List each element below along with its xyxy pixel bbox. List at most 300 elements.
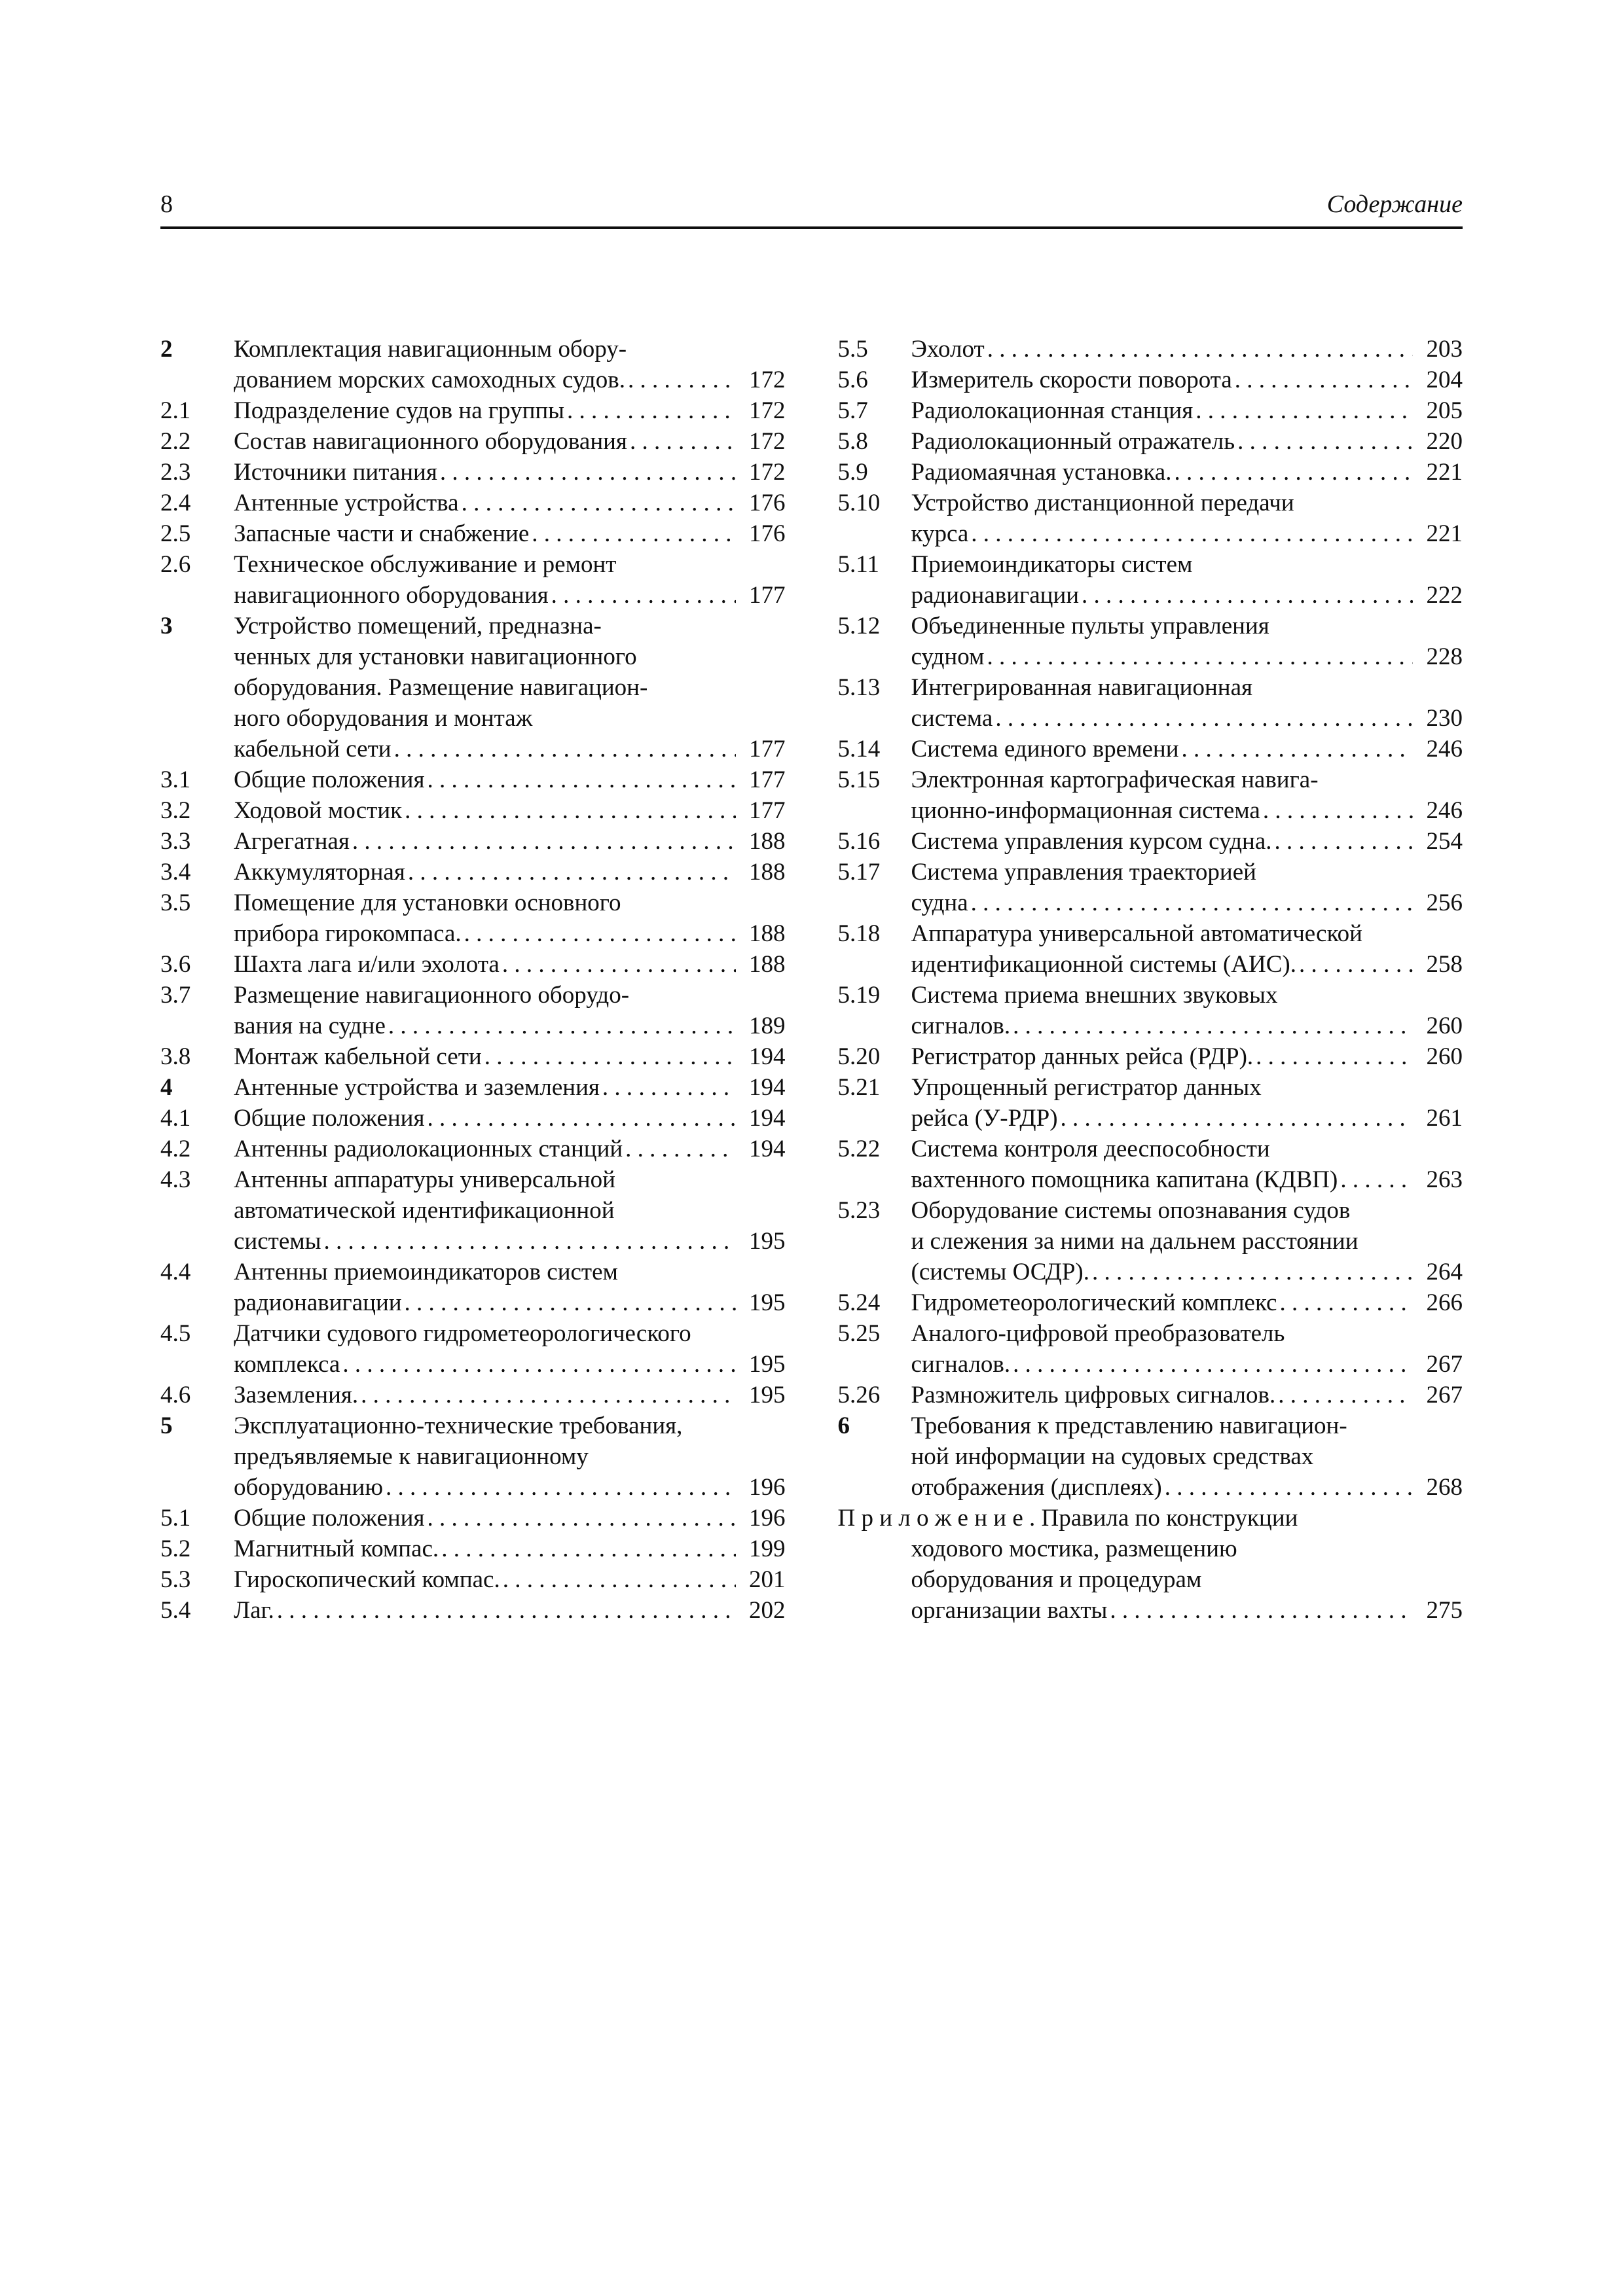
toc-entry-page-number: 196 [749,1474,786,1501]
toc-entry-number: 5.7 [837,397,868,424]
toc-entry-line [234,918,786,949]
toc-entry-title-text: Оборудование системы опознавания судов [911,1197,1351,1224]
toc-entry-line [234,1410,786,1441]
toc-entry-line [838,1503,1463,1534]
toc-entry-line [234,1011,786,1041]
toc-entry-number: 4 [160,1074,173,1101]
toc-entry-title-text: Гироскопический компас. [234,1566,500,1593]
toc-entry-body [911,365,1463,395]
toc-entry-title-text: Эхолот [911,336,985,363]
toc-entry-title-text: ной информации на судовых средствах [911,1443,1314,1470]
toc-entry [160,764,786,795]
toc-entry [838,1072,1463,1134]
toc-entry-title-text: Требования к представлению навигацион- [911,1412,1347,1439]
dot-leader [1110,1595,1413,1626]
toc-entry-number: 5.9 [837,459,868,486]
toc-entry-number: 5.10 [837,490,881,516]
toc-entry-number: 4.1 [160,1105,191,1132]
toc-entry [160,395,786,426]
toc-entry [838,457,1463,488]
toc-entry-line [234,457,786,488]
toc-entry-line [234,1441,786,1472]
toc-entry-body [234,457,786,488]
toc-entry-line [911,857,1463,888]
toc-entry-page-number: 172 [749,367,786,393]
toc-entry-number: 5.16 [837,828,881,855]
toc-entry-number: 3.3 [160,828,191,855]
toc-columns [160,334,1463,1626]
toc-entry-title-text: рейса (У-РДР) [911,1105,1058,1132]
toc-entry-page-number: 188 [749,951,786,978]
toc-entry-title-text: Размещение навигационного оборудо- [234,982,630,1009]
toc-entry-number: 5.11 [837,551,879,578]
toc-entry-page-number: 177 [749,797,786,824]
toc-entry-number: 5.13 [837,674,881,701]
toc-entry-body [911,1072,1463,1134]
toc-entry-number: 5.22 [837,1136,881,1162]
toc-entry-title-text: Приемоиндикаторы систем [911,551,1193,578]
toc-entry-line [234,703,786,734]
toc-entry-line [911,457,1463,488]
toc-entry-number: 3.1 [160,766,191,793]
toc-entry-page-number: 189 [749,1013,786,1039]
toc-column-right [838,334,1463,1626]
toc-entry-body [911,1287,1463,1318]
toc-entry [160,1595,786,1626]
toc-entry-number: 3.5 [160,889,191,916]
dot-leader [1195,395,1413,426]
toc-entry-title-text: Регистратор данных рейса (РДР). [911,1043,1254,1070]
toc-entry-number: 5.14 [837,736,881,762]
toc-entry-line [234,1103,786,1134]
toc-entry-page-number: 195 [749,1289,786,1316]
toc-entry-title-text: (системы ОСДР). [911,1259,1089,1285]
toc-entry-body [234,1503,786,1534]
toc-entry-title-text: Источники питания [234,459,437,486]
toc-entry-title-text: Антенные устройства и заземления [234,1074,600,1101]
toc-column-left [160,334,786,1626]
dot-leader [532,518,735,549]
toc-entry-line [234,580,786,611]
toc-entry-page-number: 205 [1426,397,1463,424]
toc-entry-title-text: прибора гирокомпаса. [234,920,462,947]
toc-entry-line [911,1041,1463,1072]
toc-entry-title-text: оборудованию [234,1474,383,1501]
toc-entry-title-text: П р и л о ж е н и е . Правила по конструкции [837,1505,1298,1532]
toc-entry-number: 3 [160,613,173,639]
toc-entry-title-text: Состав навигационного оборудования [234,428,627,455]
toc-entry-line [234,611,786,641]
toc-entry [160,857,786,888]
toc-entry-line [911,1441,1463,1472]
toc-entry-page-number: 222 [1426,582,1463,609]
toc-entry-title-text: Агрегатная [234,828,350,855]
toc-entry [838,549,1463,611]
toc-entry [160,1072,786,1103]
dot-leader [1013,1349,1413,1380]
toc-entry-title-text: Общие положения [234,766,425,793]
toc-entry-title-text: дованием морских самоходных судов. [234,367,625,393]
toc-entry-page-number: 267 [1426,1382,1463,1408]
toc-entry-body [234,1410,786,1503]
toc-entry-page-number: 177 [749,766,786,793]
toc-entry-line [234,734,786,764]
toc-entry-title-text: Монтаж кабельной сети [234,1043,482,1070]
toc-entry-body [911,857,1463,918]
toc-entry-body [234,1103,786,1134]
toc-entry-body [911,488,1463,549]
toc-entry-number: 4.4 [160,1259,191,1285]
toc-entry-page-number: 199 [749,1535,786,1562]
toc-entry-number: 5.17 [837,859,881,886]
toc-entry-title-text: Система единого времени [911,736,1179,762]
toc-entry-page-number: 267 [1426,1351,1463,1378]
toc-entry-line [234,549,786,580]
toc-entry [160,488,786,518]
toc-entry-line [911,1410,1463,1441]
toc-entry-title-text: Датчики судового гидрометеорологического [234,1320,691,1347]
toc-entry-title-text: Система контроля дееспособности [911,1136,1270,1162]
toc-entry-page-number: 194 [749,1074,786,1101]
toc-entry-title-text: идентификационной системы (АИС). [911,951,1296,978]
toc-entry-line [234,1226,786,1257]
toc-entry-page-number: 172 [749,397,786,424]
toc-entry-title-text: автоматической идентификационной [234,1197,615,1224]
toc-entry-line [911,826,1463,857]
toc-entry-line [911,365,1463,395]
toc-entry [160,1380,786,1410]
toc-entry-title-text: Упрощенный регистратор данных [911,1074,1262,1101]
toc-entry-line [911,611,1463,641]
toc-entry-body [234,426,786,457]
toc-entry [838,334,1463,365]
toc-entry-page-number: 204 [1426,367,1463,393]
toc-entry-number: 5.19 [837,982,881,1009]
toc-entry-title-text: предъявляемые к навигационному [234,1443,589,1470]
toc-entry-line [911,888,1463,918]
dot-leader [405,795,735,826]
toc-entry-line [234,1287,786,1318]
toc-entry-line [911,488,1463,518]
toc-entry [838,1134,1463,1195]
toc-entry-title-text: вахтенного помощника капитана (КДВП) [911,1166,1338,1193]
toc-entry-body [911,1318,1463,1380]
toc-entry-page-number: 195 [749,1351,786,1378]
toc-entry-line [911,1011,1463,1041]
toc-entry-title-text: курса [911,520,969,547]
toc-entry-body [911,1041,1463,1072]
toc-entry-number: 5.15 [837,766,881,793]
toc-entry-title-text: система [911,705,993,732]
toc-entry-body [911,1410,1463,1503]
toc-entry-body [234,888,786,949]
toc-entry-page-number: 188 [749,920,786,947]
toc-entry-title-text: Магнитный компас. [234,1535,439,1562]
toc-entry-line [234,1380,786,1410]
toc-entry-title-text: Антенные устройства [234,490,459,516]
toc-entry-page-number: 261 [1426,1105,1463,1132]
toc-entry-title-text: Антенны аппаратуры универсальной [234,1166,615,1193]
toc-entry [838,426,1463,457]
toc-entry-line [911,734,1463,764]
toc-entry-line [234,764,786,795]
dot-leader [386,1472,736,1503]
dot-leader [324,1226,736,1257]
toc-entry-body [911,980,1463,1041]
toc-entry-line [234,1503,786,1534]
dot-leader [503,1564,736,1595]
toc-entry-page-number: 260 [1426,1013,1463,1039]
toc-entry-body [234,1134,786,1164]
toc-entry [160,795,786,826]
toc-entry-body [234,1380,786,1410]
toc-entry-page-number: 256 [1426,889,1463,916]
toc-entry-line [234,365,786,395]
toc-entry-line [911,1287,1463,1318]
toc-entry-line [911,395,1463,426]
dot-leader [1275,826,1413,857]
toc-entry-body [911,395,1463,426]
dot-leader [625,1134,735,1164]
toc-entry-body [911,426,1463,457]
toc-entry-title-text: Размножитель цифровых сигналов. [911,1382,1276,1408]
dot-leader [427,1503,735,1534]
toc-entry-title-text: отображения (дисплеях) [911,1474,1162,1501]
toc-entry-title-text: Запасные части и снабжение [234,520,530,547]
toc-entry-body [234,1072,786,1103]
toc-entry-title-text: судном [911,643,985,670]
toc-entry-page-number: 172 [749,428,786,455]
toc-entry-number: 2.5 [160,520,191,547]
toc-entry-number: 4.3 [160,1166,191,1193]
toc-entry-body [234,488,786,518]
toc-entry [160,1318,786,1380]
toc-entry-line [234,1041,786,1072]
toc-entry-page-number: 260 [1426,1043,1463,1070]
toc-entry-line [234,1349,786,1380]
toc-entry [838,1503,1463,1626]
toc-entry-title-text: Аккумуляторная [234,859,405,886]
toc-entry-line [911,1318,1463,1349]
toc-entry-number: 5.12 [837,613,881,639]
toc-entry-title-text: Общие положения [234,1105,425,1132]
toc-entry-line [234,641,786,672]
toc-entry-title-text: Аналого-цифровой преобразователь [911,1320,1285,1347]
toc-entry-line [911,1349,1463,1380]
toc-entry-page-number: 254 [1426,828,1463,855]
toc-entry-line [911,1103,1463,1134]
toc-entry-title-text: организации вахты [911,1597,1108,1624]
toc-entry-title-text: ходового мостика, размещению [911,1535,1237,1562]
toc-entry [160,1564,786,1595]
dot-leader [551,580,736,611]
toc-entry-line [234,980,786,1011]
toc-entry-page-number: 194 [749,1105,786,1132]
dot-leader [1174,457,1413,488]
toc-entry [838,1318,1463,1380]
toc-entry-title-text: сигналов. [911,1013,1011,1039]
dot-leader [462,488,736,518]
toc-entry [160,1134,786,1164]
toc-entry-body [911,734,1463,764]
toc-entry [160,1041,786,1072]
toc-entry-title-text: Общие положения [234,1505,425,1532]
toc-entry-title-text: радионавигации [234,1289,402,1316]
dot-leader [971,518,1413,549]
toc-entry [160,1503,786,1534]
toc-entry [838,1410,1463,1503]
toc-entry-page-number: 195 [749,1228,786,1255]
dot-leader [995,703,1413,734]
toc-entry-title-text: Помещение для установки основного [234,889,621,916]
page-number: 8 [160,190,173,218]
toc-entry-title-text: Комплектация навигационным обору- [234,336,627,363]
toc-entry-line [911,1195,1463,1226]
toc-entry-line [234,1472,786,1503]
toc-entry-line [234,857,786,888]
dot-leader [427,1103,735,1134]
running-head-title: Содержание [1326,190,1463,218]
toc-entry-title-text: оборудования и процедурам [911,1566,1202,1593]
toc-entry-page-number: 172 [749,459,786,486]
toc-entry-body [911,826,1463,857]
toc-entry-number: 3.2 [160,797,191,824]
toc-entry-title-text: вания на судне [234,1013,386,1039]
toc-entry-line [911,1226,1463,1257]
toc-entry-title-text: Эксплуатационно-технические требования, [234,1412,683,1439]
toc-entry [160,949,786,980]
toc-entry-page-number: 188 [749,859,786,886]
toc-entry-page-number: 221 [1426,520,1463,547]
toc-entry-title-text: и слежения за ними на дальнем расстоянии [911,1228,1359,1255]
toc-entry-number: 5.2 [160,1535,191,1562]
dot-leader [971,888,1413,918]
toc-entry-line [234,334,786,365]
toc-entry-body [911,611,1463,672]
toc-entry-number: 5.25 [837,1320,881,1347]
toc-entry-page-number: 176 [749,490,786,516]
toc-entry [838,764,1463,826]
toc-entry [160,1103,786,1134]
toc-entry-line [911,672,1463,703]
dot-leader [352,826,736,857]
toc-entry-number: 3.8 [160,1043,191,1070]
toc-entry-title-text: Устройство помещений, предназна- [234,613,602,639]
toc-entry-line [234,672,786,703]
toc-entry-body [234,1564,786,1595]
toc-entry-title-text: Ходовой мостик [234,797,403,824]
dot-leader [602,1072,736,1103]
toc-entry-title-text: Система приема внешних звуковых [911,982,1278,1009]
toc-entry-title-text: Объединенные пульты управления [911,613,1269,639]
toc-entry-title-text: Радиомаячная установка. [911,459,1172,486]
toc-entry-title-text: системы [234,1228,321,1255]
toc-entry-line [911,918,1463,949]
toc-entry-title-text: Заземления. [234,1382,359,1408]
toc-entry [160,1257,786,1318]
toc-entry-line [234,1134,786,1164]
toc-entry-number: 4.6 [160,1382,191,1408]
toc-entry-number: 2.1 [160,397,191,424]
dot-leader [1165,1472,1413,1503]
toc-entry [160,1410,786,1503]
toc-entry-body [234,1257,786,1318]
dot-leader [405,1287,736,1318]
toc-entry-page-number: 220 [1426,428,1463,455]
dot-leader [408,857,736,888]
toc-entry-line [911,549,1463,580]
toc-entry-number: 2.2 [160,428,191,455]
toc-entry [160,611,786,764]
toc-entry-line [911,703,1463,734]
toc-entry-line [911,518,1463,549]
toc-entry [160,826,786,857]
toc-entry-title-text: кабельной сети [234,736,392,762]
toc-entry [838,826,1463,857]
toc-entry [838,980,1463,1041]
toc-entry-title-text: комплекса [234,1351,340,1378]
toc-entry-line [911,1472,1463,1503]
toc-entry [160,980,786,1041]
toc-entry-body [911,1380,1463,1410]
toc-entry-line [911,334,1463,365]
toc-entry-number: 5.20 [837,1043,881,1070]
toc-entry-line [234,1195,786,1226]
toc-entry-title-text: Интегрированная навигационная [911,674,1253,701]
toc-entry-page-number: 177 [749,736,786,762]
dot-leader [1235,365,1413,395]
toc-entry-page-number: 264 [1426,1259,1463,1285]
toc-entry-line [838,1595,1463,1626]
toc-entry-page-number: 230 [1426,705,1463,732]
toc-entry-title-text: навигационного оборудования [234,582,549,609]
toc-entry-page-number: 268 [1426,1474,1463,1501]
toc-entry [838,918,1463,980]
toc-entry [160,334,786,395]
toc-entry-number: 5.8 [837,428,868,455]
dot-leader [440,457,736,488]
toc-entry-title-text: радионавигации [911,582,1080,609]
toc-entry-number: 4.2 [160,1136,191,1162]
toc-entry-body [911,334,1463,365]
dot-leader [1182,734,1413,764]
toc-entry-line [234,1257,786,1287]
toc-entry-number: 5.24 [837,1289,881,1316]
toc-entry-line [234,488,786,518]
toc-entry-number: 5 [160,1412,173,1439]
dot-leader [502,949,736,980]
toc-entry-body [234,334,786,395]
toc-entry-page-number: 188 [749,828,786,855]
toc-entry-body [234,549,786,611]
toc-entry [838,1287,1463,1318]
toc-entry-page-number: 194 [749,1043,786,1070]
toc-entry-title-text: Подразделение судов на группы [234,397,565,424]
dot-leader [987,334,1413,365]
toc-entry-page-number: 196 [749,1505,786,1532]
toc-entry [160,518,786,549]
toc-entry-line [911,795,1463,826]
toc-entry-number: 2.4 [160,490,191,516]
toc-entry-line [838,1534,1463,1564]
toc-entry-number: 3.4 [160,859,191,886]
dot-leader [630,426,736,457]
toc-entry-body [234,1595,786,1626]
toc-entry-body [234,949,786,980]
toc-entry [838,365,1463,395]
toc-entry-body [234,518,786,549]
toc-entry-title-text: ного оборудования и монтаж [234,705,533,732]
